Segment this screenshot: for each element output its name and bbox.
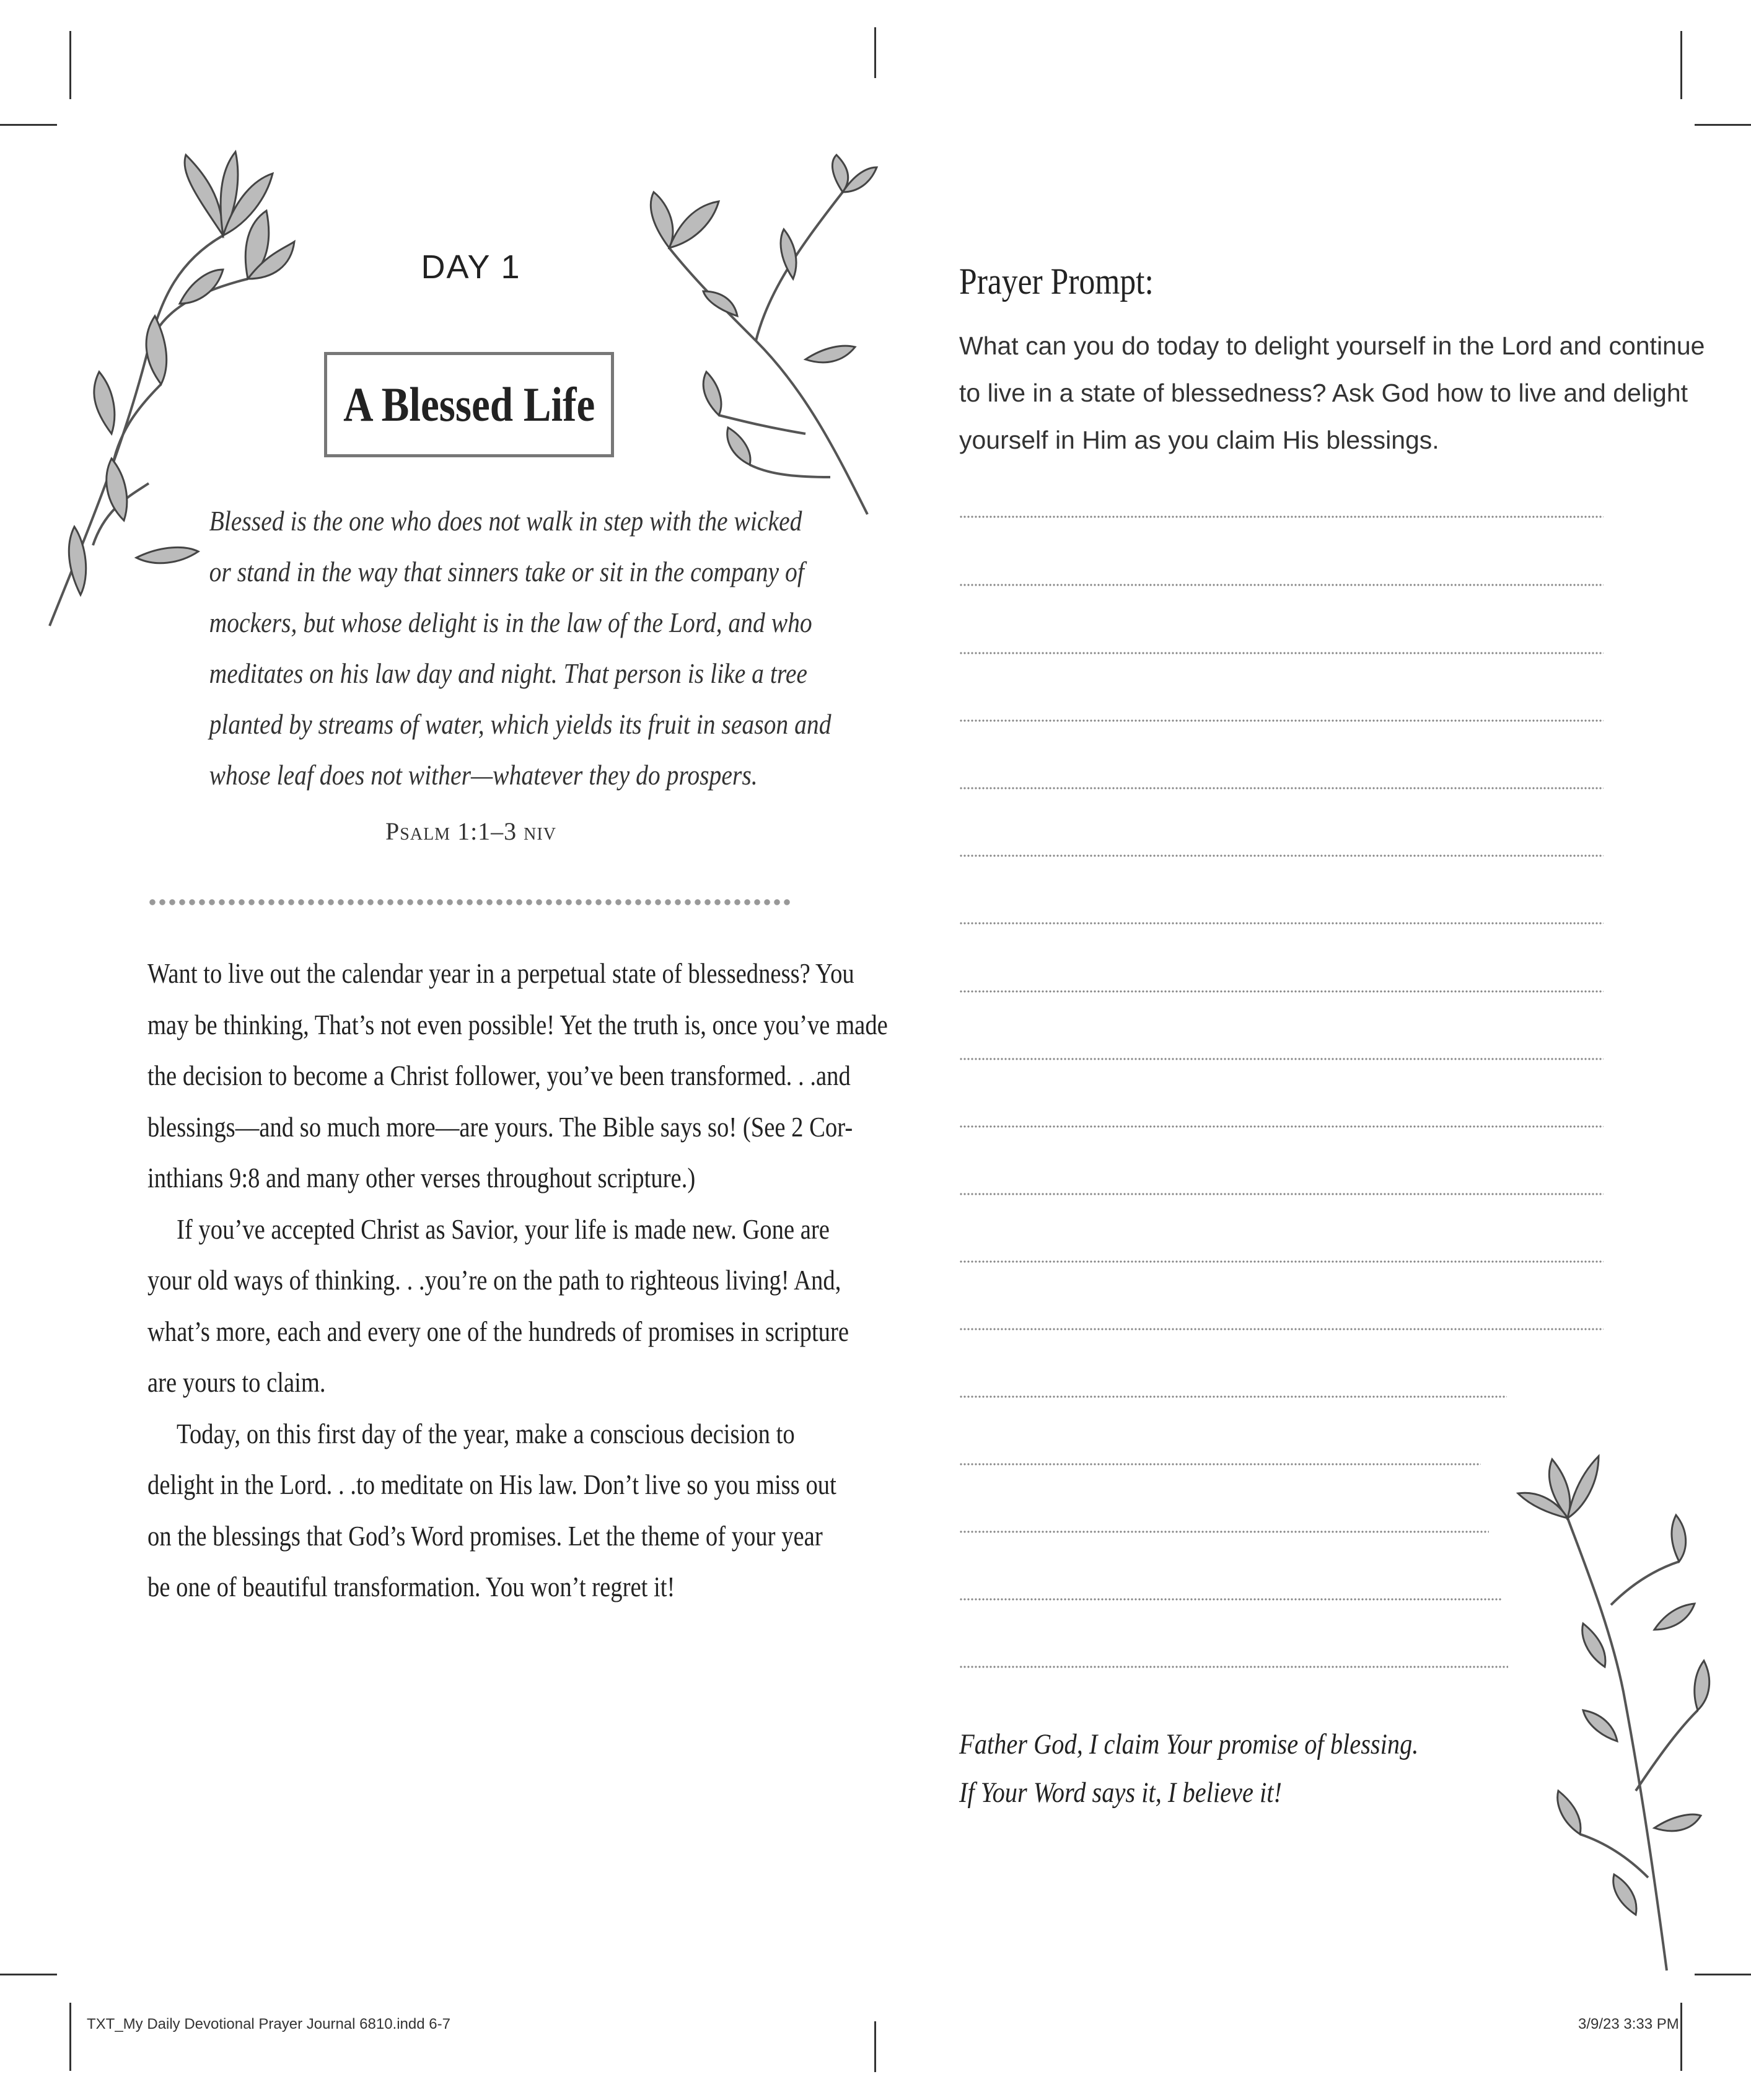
body-line: Today, on this first day of the year, make a conscious decision to <box>177 1417 795 1449</box>
verse-line: meditates on his law day and night. That person is like a tree <box>209 658 807 689</box>
journal-writing-line[interactable] <box>959 990 1604 993</box>
body-line: blessings—and so much more—are yours. The Bible says so! (See 2 Cor- <box>147 1110 853 1143</box>
journal-writing-line[interactable] <box>959 922 1604 925</box>
body-line: on the blessings that God’s Word promises. Let the theme of your year <box>147 1519 823 1552</box>
journal-writing-line[interactable] <box>959 719 1604 722</box>
closing-prayer-line: If Your Word says it, I believe it! <box>959 1777 1282 1809</box>
page-title: A Blessed Life <box>343 377 595 431</box>
journal-writing-line[interactable] <box>959 1193 1604 1195</box>
crop-mark <box>1680 2003 1682 2071</box>
crop-mark <box>1695 1974 1751 1975</box>
closing-prayer-line: Father God, I claim Your promise of blessing. <box>959 1728 1419 1760</box>
verse-reference: Psalm 1:1–3 niv <box>385 817 556 845</box>
verse-line: or stand in the way that sinners take or sit in the company of <box>209 556 804 587</box>
body-line: If you’ve accepted Christ as Savior, your life is made new. Gone are <box>177 1213 830 1245</box>
day-label: DAY 1 <box>421 248 521 286</box>
journal-writing-line[interactable] <box>959 1463 1481 1465</box>
body-line: may be thinking, That’s not even possible! Yet the truth is, once you’ve made <box>147 1008 888 1040</box>
body-line: are yours to claim. <box>147 1366 326 1398</box>
prompt-line: to live in a state of blessedness? Ask God how to live and delight <box>959 379 1688 407</box>
prompt-line: What can you do today to delight yourself in the Lord and continue <box>959 332 1705 360</box>
journal-writing-line[interactable] <box>959 1058 1604 1060</box>
body-line: be one of beautiful transformation. You won’t regret it! <box>147 1571 675 1602</box>
crop-mark <box>69 2003 71 2071</box>
verse-line: Blessed is the one who does not walk in step with the wicked <box>209 506 802 537</box>
journal-writing-line[interactable] <box>959 1598 1501 1601</box>
prayer-prompt-heading: Prayer Prompt: <box>959 261 1154 302</box>
scripture-verse <box>173 496 832 801</box>
verse-line: whose leaf does not wither—whatever they do prospers. <box>209 760 758 791</box>
prayer-prompt-text <box>959 322 1705 463</box>
file-info: TXT_My Daily Devotional Prayer Journal 6810.indd 6-7 <box>87 2016 450 2032</box>
crop-mark <box>1680 31 1682 99</box>
crop-mark <box>1695 124 1751 126</box>
paragraph <box>147 1408 836 1613</box>
devotional-body <box>147 948 888 1613</box>
body-line: delight in the Lord. . .to meditate on His law. Don’t live so you miss out <box>147 1469 836 1500</box>
crop-mark <box>0 124 57 126</box>
lily-flower-illustration <box>644 155 880 514</box>
paragraph <box>147 1204 849 1408</box>
journal-writing-line[interactable] <box>959 1328 1604 1330</box>
prompt-line: yourself in Him as you claim His blessings. <box>959 426 1439 454</box>
crop-mark <box>69 31 71 99</box>
dotted-divider <box>147 898 792 907</box>
body-line: the decision to become a Christ follower, you’ve been transformed. . .and <box>147 1060 851 1091</box>
paragraph <box>147 948 888 1204</box>
crop-mark <box>0 1974 57 1975</box>
verse-line: planted by streams of water, which yields its fruit in season and <box>209 709 832 740</box>
crop-mark <box>874 2021 876 2072</box>
body-line: inthians 9:8 and many other verses throughout scripture.) <box>147 1162 696 1193</box>
journal-writing-line[interactable] <box>959 1395 1507 1398</box>
body-line: your old ways of thinking. . .you’re on the path to righteous living! And, <box>147 1264 841 1296</box>
journal-writing-line[interactable] <box>959 787 1604 789</box>
journal-writing-line[interactable] <box>959 652 1604 654</box>
journal-writing-line[interactable] <box>959 584 1604 586</box>
journal-writing-line[interactable] <box>959 1666 1508 1668</box>
body-line: what’s more, each and every one of the hundreds of promises in scripture <box>147 1315 849 1347</box>
title-frame <box>324 352 614 457</box>
journal-writing-line[interactable] <box>959 1531 1489 1533</box>
closing-prayer <box>959 1720 1517 1817</box>
verse-line: mockers, but whose delight is in the law of the Lord, and who <box>209 607 812 638</box>
journal-writing-line[interactable] <box>959 1125 1604 1128</box>
journal-writing-line[interactable] <box>959 516 1604 518</box>
lily-flower-illustration <box>1512 1444 1716 1970</box>
journal-writing-line[interactable] <box>959 1260 1604 1263</box>
crop-mark <box>874 27 876 78</box>
print-timestamp: 3/9/23 3:33 PM <box>1578 2016 1679 2032</box>
journal-writing-line[interactable] <box>959 854 1604 857</box>
body-line: Want to live out the calendar year in a perpetual state of blessedness? You <box>147 957 854 989</box>
